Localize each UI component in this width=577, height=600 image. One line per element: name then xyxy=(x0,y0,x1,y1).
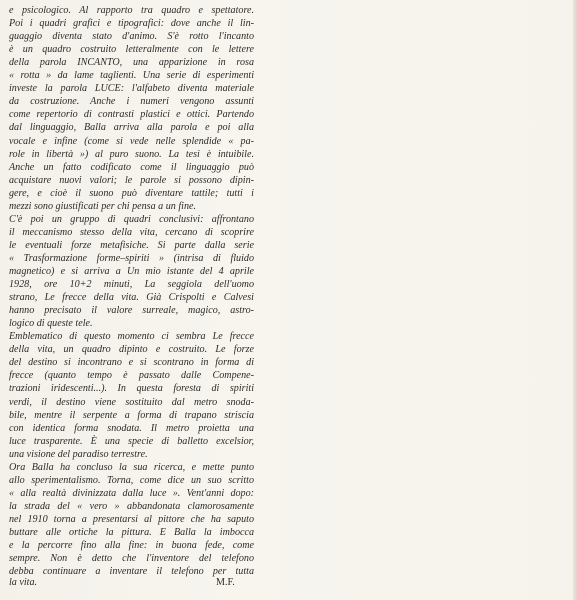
text-line: Anche un fatto codificato come il linguaggio può xyxy=(9,161,254,173)
text-line: mezzi sono giustificati per chi pensa a un fine. xyxy=(9,200,197,212)
text-line: gere, e cioè il suono può diventare tattile; tutti i xyxy=(9,187,254,199)
text-line: la strada del « vero » abbandonata clamorosamente xyxy=(9,500,254,512)
text-line: C'è poi un gruppo di quadri conclusivi: affrontano xyxy=(9,213,254,225)
text-line: hanno precisato il valore surreale, magico, astro- xyxy=(9,305,254,317)
text-line: 1928, ore 10+2 minuti, La seggiola dell'uomo xyxy=(9,279,254,291)
signature: M.F. xyxy=(216,577,235,588)
text-line: « rotta » da lame taglienti. Una serie di esperimenti xyxy=(9,70,254,82)
text-line: debba continuare a inventare il telefono per tutta xyxy=(9,566,254,578)
text-line: con identica forma snodata. Il metro proietta una xyxy=(9,422,254,434)
text-line: magnetico) e si arriva a Un mio istante del 4 aprile xyxy=(9,266,254,277)
text-line: bile, mentre il serpente a forma di trapano striscia xyxy=(9,409,254,421)
text-line: del destino si incontrano e si scontrano in forma di xyxy=(9,357,254,369)
text-line: trazioni iridescenti...). In questa foresta di spiriti xyxy=(9,383,254,395)
page-edge xyxy=(573,0,577,600)
text-line: investe la parola LUCE: l'alfabeto diventa materiale xyxy=(9,83,254,95)
text-line: role in libertà ») al puro suono. La tesi è intuibile. xyxy=(9,148,254,160)
text-line: guaggio diventa stato d'animo. S'è rotto l'incanto xyxy=(9,31,254,43)
text-line: « alla realtà divinizzata dalla luce ». Vent'anni dopo: xyxy=(9,487,254,499)
text-line: strano, Le frecce della vita. Già Crispolti e Calvesi xyxy=(9,292,254,304)
text-line: allo sperimentalismo. Torna, come dice un suo scritto xyxy=(9,474,254,486)
text-line: il meccanismo stesso della vita, cercano di scoprire xyxy=(9,226,254,238)
text-line: come repertorio di contrasti plastici e ottici. Partendo xyxy=(9,109,254,121)
text-line: nel 1910 torna a presentarsi al pittore che ha saputo xyxy=(9,513,254,525)
text-line: dal linguaggio, Balla arriva alla parola e poi alla xyxy=(9,122,254,134)
text-line: luce trasparente. È una specie di balletto excelsior, xyxy=(9,435,254,447)
text-line: della parola INCANTO, una apparizione in rosa xyxy=(9,57,254,69)
last-line: la vita. xyxy=(9,577,38,588)
text-line: una visione del paradiso terrestre. xyxy=(9,448,148,460)
text-line: è un quadro costruito letteralmente con le lettere xyxy=(9,44,254,56)
text-line: e la percorre fino alla fine: in buona fede, come xyxy=(9,540,254,552)
text-line: logico di queste tele. xyxy=(9,318,93,330)
text-line: della vita, un quadro dipinto e costruito. Le forze xyxy=(9,344,254,356)
text-line: frecce (quanto tempo è passato dalle Compene- xyxy=(9,370,254,382)
text-line: e psicologico. Al rapporto tra quadro e spettatore. xyxy=(9,5,254,16)
text-line: buttare alle ortiche la pittura. E Balla la imbocca xyxy=(9,527,254,538)
text-line: acquistare nuovi valori; le parole si possono dipin- xyxy=(9,174,254,186)
text-line: da costruzione. Anche i numeri vengono assunti xyxy=(9,96,254,108)
text-line: Emblematico di questo momento ci sembra Le frecce xyxy=(9,331,254,343)
text-line: verdi, il destino viene sostituito dal metro snoda- xyxy=(9,396,254,408)
text-line: Poi i quadri grafici e tipografici: dove anche il lin- xyxy=(9,18,254,30)
text-line: « Trasformazione forme–spiriti » (intrisa di fluido xyxy=(9,252,254,264)
text-line: le eventuali forze metafisiche. Si parte dalla serie xyxy=(9,239,254,251)
text-line: vocale e infine (come si vede nelle splendide « pa- xyxy=(9,135,254,147)
text-line: sempre. Non è detto che l'inventore del telefono xyxy=(9,553,254,565)
text-line: Ora Balla ha concluso la sua ricerca, e mette punto xyxy=(9,461,254,473)
